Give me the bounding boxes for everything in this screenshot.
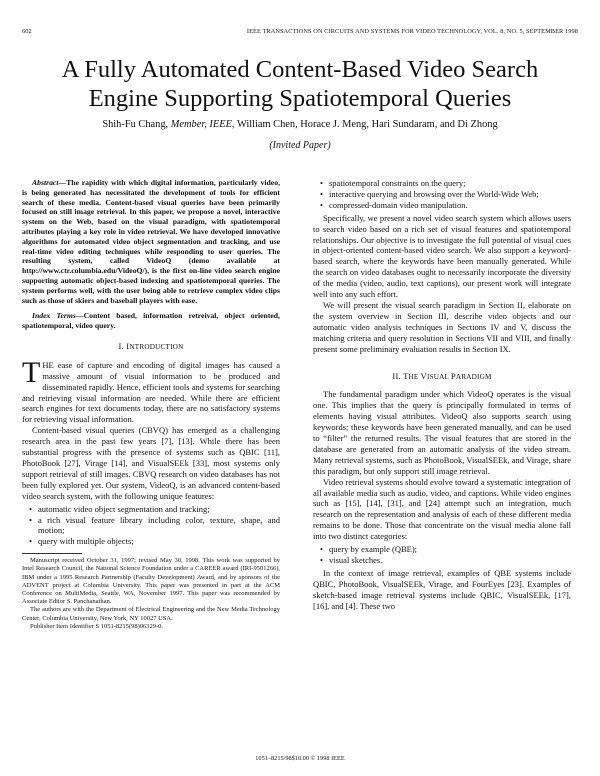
- index-terms: [22, 311, 280, 331]
- invited-paper-note: (Invited Paper): [269, 140, 331, 151]
- first-author-role: Member, IEEE,: [170, 119, 235, 130]
- intro-paragraph-1: THE ease of capture and encoding of digital images has caused a massive amount of visual information to be produced and disseminated rapidly. Hence, efficient tools and systems for searching and retrieving visual information are needed. While there are efficient search engines for text documents today, there are no satisfactory systems for retrieving visual information.: [22, 355, 280, 425]
- paradigm-paragraph-2: Video retrieval systems should evolve toward a systematic integration of all available media such as audio, video, and captions. While video engines such as [15], [14], [31], and [24] attempt such an integration, much research on the representation and analysis of each of these different media remains to be done. Those that concentrate on the visual media alone fall into two distinct categories:: [313, 476, 571, 542]
- abstract: [22, 178, 280, 305]
- list-item: • compressed-domain video manipulation.: [329, 200, 571, 211]
- list-item: • query with multiple objects;: [38, 536, 280, 547]
- intro-paragraph-4: We will present the visual search paradigm in Section II, elaborate on the system overview in Section III, describe video objects and our automatic video analysis techniques in Sections IV and V, discuss the matching criteria and query resolution in Sections VII and VIII, and finally present some preliminary evaluation results in Section IX.: [313, 299, 571, 354]
- left-column: [22, 178, 280, 631]
- right-column: [313, 178, 571, 612]
- list-item: • a rich visual feature library including color, texture, shape, and motion;: [38, 515, 280, 537]
- author-list: [0, 119, 600, 130]
- feature-list-left: [22, 504, 280, 548]
- footnote-affiliation: The authors are with the Department of Electrical Engineering and the New Media Technology Center, Columbia University, New York, NY 10027 USA.: [22, 606, 280, 622]
- paradigm-paragraph-1: The fundamental paradigm under which VideoQ operates is the visual one. This implies that the query is principally formulated in terms of elements having visual attributes. VideoQ also supports search using keywords; these keywords have been generated manually, and can be used to “filter” the returned results. The visual features that are stored in the database are generated from an automatic analysis of the video stream. Many retrieval systems, such as PhotoBook, VisualSEEk, and Virage, share this paradigm, but only support still image retrieval.: [313, 389, 571, 476]
- title-line-2: Engine Supporting Spatiotemporal Queries: [88, 85, 512, 112]
- section-heading-visual-paradigm: II. THE VISUAL PARADIGM: [392, 370, 492, 381]
- list-item: • interactive querying and browsing over the World-Wide Web;: [329, 189, 571, 200]
- abstract-label: Abstract—: [32, 178, 67, 187]
- list-item: • query by example (QBE);: [329, 544, 571, 555]
- footnotes: [22, 557, 280, 631]
- footnote-manuscript: Manuscript received October 31, 1997; revised May 30, 1998. This work was supported by Intel Research Council, the National Science Foundation under a CAREER award (IRI-9501266), IBM under a 1995 Research Partnership (Faculty Development) Award, and by sponsors of the ADVENT project at Columbia University. This paper was presented in part at the ACM Conference on MultiMedia, Seattle, WA, November 1997. This paper was recommended by Associate Editor S. Panchanathan.: [22, 557, 280, 606]
- intro-paragraph-3: Specifically, we present a novel video search system which allows users to search video based on a rich set of visual features and spatiotemporal relationships. Our objective is to investigate the full potential of visual cues in object-oriented content-based video search. We also support a keyword-based search, where the keywords have been manually generated. While the search on video databases ought to necessarily incorporate the diversity of the media (video, audio, text captions), our present work will integrate well into any such effort.: [313, 212, 571, 300]
- abstract-text: The rapidity with which digital information, particularly video, is being generated has necessitated the development of tools for efficient search of these media. Content-based visual queries have been primarily focused on still image retrieval. In this paper, we propose a novel, interactive system on the Web, based on the visual paradigm, with spatiotemporal attributes playing a key role in video retrieval. We have developed innovative algorithms for automated video object segmentation and tracking, and use real-time video editing techniques while responding to user queries. The resulting system, called VideoQ (demo available at http://www.ctr.columbia.edu/VideoQ/), is the first on-line video search engine supporting automatic object-based indexing and spatiotemporal queries. The system performs well, with the user being able to retrieve complex video clips such as those of skiers and baseball players with ease.: [22, 178, 280, 305]
- section-heading-introduction: I. INTRODUCTION: [118, 340, 184, 351]
- page-number: 602: [22, 28, 32, 35]
- feature-list-right: [313, 178, 571, 211]
- drop-cap: T: [22, 355, 41, 389]
- paradigm-paragraph-3: In the context of image retrieval, examples of QBE systems include QBIC, PhotoBook, VisualSEEk, Virage, and FourEyes [23]. Examples of sketch-based image retrieval systems include QBIC, VisualSEEk, [17], [16], and [4]. These two: [313, 567, 571, 611]
- paper-title: [0, 55, 600, 113]
- running-header: IEEE TRANSACTIONS ON CIRCUITS AND SYSTEMS FOR VIDEO TECHNOLOGY, VOL. 8, NO. 5, SEPTEMBER 1998: [246, 28, 578, 35]
- index-terms-label: Index Terms: [32, 311, 76, 321]
- title-line-1: A Fully Automated Content-Based Video Search: [61, 56, 539, 83]
- index-terms-text: —Content based, information retreival, object oriented, spatiotemporal, video query.: [22, 311, 280, 331]
- list-item: • automatic video object segmentation and tracking;: [38, 504, 280, 515]
- footnote-identifier: Publisher Item Identifier S 1051-8215(98)06329-0.: [30, 622, 164, 630]
- copyright-footer: 1051–8215/98$10.00 © 1998 IEEE: [255, 755, 345, 762]
- list-item: • spatiotemporal constraints on the query;: [329, 178, 571, 189]
- footnote-divider: [22, 553, 82, 554]
- intro-paragraph-2: Content-based visual queries (CBVQ) has emerged as a challenging research area in the past few years [7], [13]. While there has been substantial progress with the presence of systems such as QBIC [11], PhotoBook [27], Virage [14], and VisualSEEk [33], most systems only support retrieval of still images. CBVQ research on video databases has not been fully explored yet. Our system, VideoQ, is an advanced content-based video search system, with the following unique features:: [22, 425, 280, 501]
- first-author: Shih-Fu Chang,: [102, 119, 169, 130]
- category-list: [313, 544, 571, 566]
- list-item: • visual sketches.: [329, 555, 571, 566]
- other-authors: William Chen, Horace J. Meng, Hari Sundaram, and Di Zhong: [236, 119, 498, 130]
